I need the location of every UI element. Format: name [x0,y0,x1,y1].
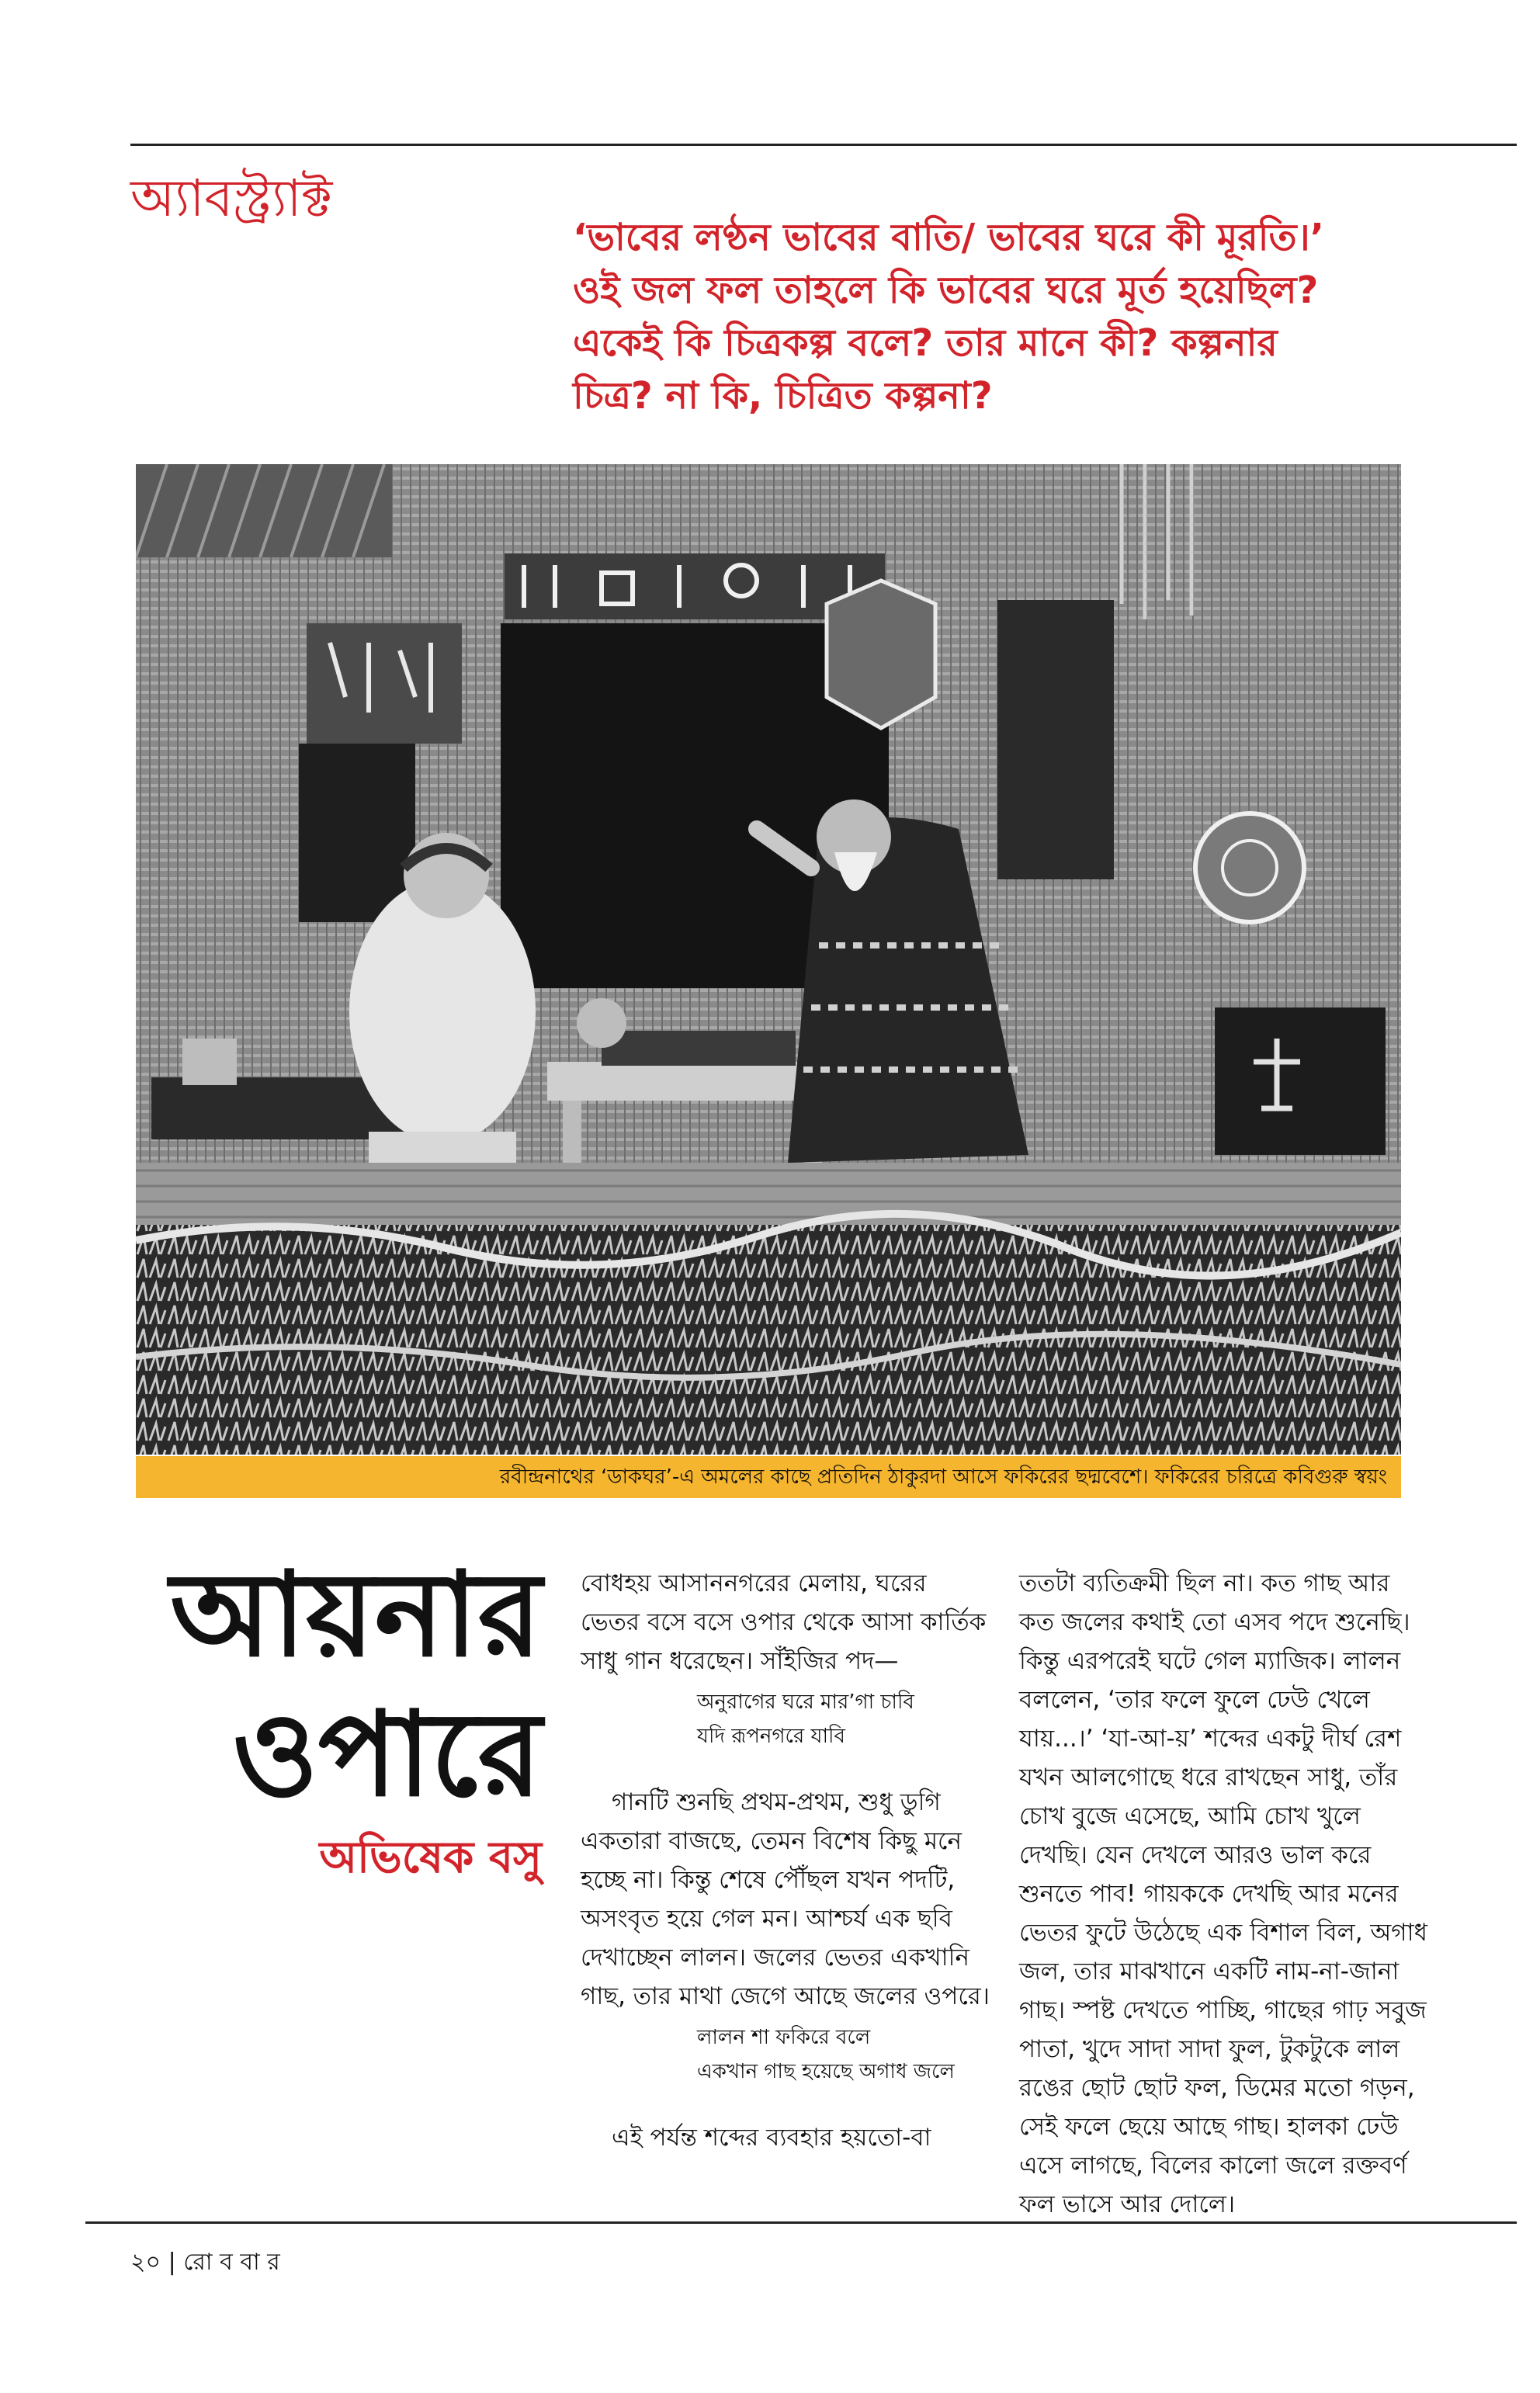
headline [130,1545,542,1824]
stage-photo [136,464,1401,1455]
page-footer [130,2243,280,2283]
author-byline: অভিষেক বসু [319,1833,542,1883]
magazine-name: রো ব বা র [183,2249,280,2276]
paragraph: বোধহয় আসাননগরের মেলায়, ঘরের ভেতর বসে বসে ওপার থেকে আসা কার্তিক সাধু গান ধরেছেন। সাঁইজির পদ— [581,1569,987,1675]
top-rule [130,144,1517,146]
footer-separator: | [168,2249,176,2276]
pull-quote-line: চিত্র? না কি, চিত্রিত কল্পনা? [573,374,993,418]
body-column-1 [581,1564,992,2157]
paragraph: গানটি শুনছি প্রথম-প্রথম, শুধু ডুগি একতারা বাজছে, তেমন বিশেষ কিছু মনে হচ্ছে না। কিন্তু শেষে পৌঁছল যখন পদটি, অসংবৃত হয়ে গেল মন। আশ্চর্য এক ছবি দেখাচ্ছেন লালন। জলের ভেতর একখানি গাছ, তার মাথা জেগে আছে জলের ওপরে। [581,1788,990,2010]
verse-line: যদি রূপনগরে যাবি [697,1725,845,1748]
headline-line: আয়নার [170,1546,542,1683]
headline-line: ওপারে [232,1686,542,1822]
section-label: অ্যাবস্ট্র্যাক্ট [130,168,333,228]
body-column-2 [1019,1564,1431,2224]
verse [581,2020,992,2089]
verse-line: অনুরাগের ঘরে মার’গা চাবি [697,1691,914,1714]
page-number: ২০ [130,2249,161,2276]
paragraph: ততটা ব্যতিক্রমী ছিল না। কত গাছ আর কত জলের কথাই তো এসব পদে শুনেছি। কিন্তু এরপরেই ঘটে গেল ম্যাজিক। লালন বললেন, ‘তার ফলে ফুলে ঢেউ খেলে যায়...।’ ‘যা-আ-য়’ শব্দের একটু দীর্ঘ রেশ যখন আলগোছে ধরে রাখছেন সাধু, তাঁর চোখ বুজে এসেছে, আমি চোখ খুলে দেখছি। যেন দেখলে আরও ভাল করে শুনতে পাব! গায়ককে দেখছি আর মনের ভেতর ফুটে উঠেছে এক বিশাল বিল, অগাধ জল, তার মাঝখানে একটি নাম-না-জানা গাছ। স্পষ্ট দেখতে পাচ্ছি, গাছের গাঢ় সবুজ পাতা, খুদে সাদা সাদা ফুল, টুকটুকে লাল রঙের ছোট ছোট ফল, ডিমের মতো গড়ন, সেই ফলে ছেয়ে আছে গাছ। হালকা ঢেউ এসে লাগছে, বিলের কালো জলে রক্তবর্ণ ফল ভাসে আর দোলে। [1019,1569,1427,2218]
verse-line: একখান গাছ হয়েছে অগাধ জলে [697,2060,955,2083]
photo-caption: রবীন্দ্রনাথের ‘ডাকঘর’-এ অমলের কাছে প্রতিদিন ঠাকুরদা আসে ফকিরের ছদ্মবেশে। ফকিরের চরিত্রে কবিগুরু স্বয়ং [136,1456,1401,1498]
pull-quote-line: একেই কি চিত্রকল্প বলে? তার মানে কী? কল্পনার [573,321,1278,365]
verse [581,1685,992,1753]
bottom-rule [85,2221,1517,2224]
pull-quote [573,211,1427,422]
pull-quote-line: ‘ভাবের লণ্ঠন ভাবের বাতি/ ভাবের ঘরে কী মূরতি।’ [573,216,1324,259]
paragraph: এই পর্যন্ত শব্দের ব্যবহার হয়তো-বা [612,2124,931,2152]
verse-line: লালন শা ফকিরে বলে [697,2026,871,2049]
pull-quote-line: ওই জল ফল তাহলে কি ভাবের ঘরে মূর্ত হয়েছিল? [573,269,1319,312]
